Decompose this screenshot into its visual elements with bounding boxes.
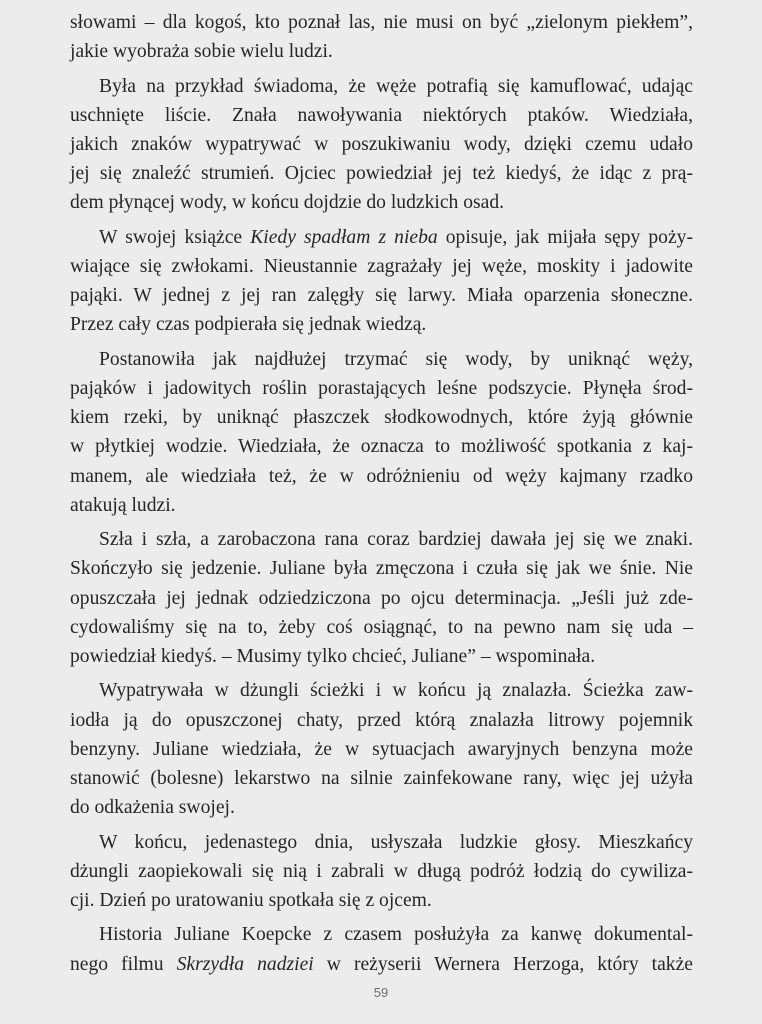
text-line: pająków i jadowitych roślin porastających leśne podszycie. Płynęła środ- <box>70 378 693 399</box>
text-line: uschnięte liście. Znała nawoływania niektórych ptaków. Wiedziała, <box>70 104 693 126</box>
text-line: wiające się zwłokami. Nieustannie zagrażały jej węże, moskity i jadowite <box>70 256 693 277</box>
text-line <box>70 223 693 252</box>
page-number: 59 <box>373 985 389 1000</box>
paragraph <box>70 223 693 340</box>
text-line: powiedział kiedyś. – Musimy tylko chcieć, Juliane” – wspominała. <box>70 646 596 668</box>
text-run: nego filmu <box>70 953 177 975</box>
paragraph <box>70 8 693 66</box>
text-line: Historia Juliane Koepcke z czasem posłużyła za kanwę dokumental- <box>99 924 693 946</box>
text-line <box>70 950 693 979</box>
text-line: W końcu, jedenastego dnia, usłyszała ludzkie głosy. Mieszkańcy <box>99 831 693 853</box>
paragraph <box>70 525 693 671</box>
text-run: W swojej książce <box>99 226 251 248</box>
text-line: manem, ale wiedziała też, że w odróżnieniu od węży kajmany rzadko <box>70 465 693 487</box>
text-line: cydowaliśmy się na to, żeby coś osiągnąć, to na pewno nam się uda – <box>70 616 693 638</box>
text-line: kiem rzeki, by uniknąć płaszczek słodkowodnych, które żyją głównie <box>70 407 693 429</box>
paragraph <box>70 72 693 218</box>
text-line: do odkażenia swojej. <box>70 797 235 819</box>
text-run: w reżyserii Wernera Herzoga, który także <box>313 953 693 975</box>
book-title: Kiedy spadłam z nieba <box>250 226 438 248</box>
paragraph <box>70 828 693 916</box>
text-line: pająki. W jednej z jej ran zalęgły się larwy. Miała oparzenia słoneczne. <box>70 285 693 307</box>
text-line: atakują ludzi. <box>70 494 176 516</box>
page-body <box>70 8 693 984</box>
text-line: w płytkiej wodzie. Wiedziała, że oznacza to możliwość spotkania z kaj- <box>70 436 693 458</box>
text-line: słowami – dla kogoś, kto poznał las, nie musi on być „zielonym piekłem”, <box>70 12 693 33</box>
text-line: Przez cały czas podpierała się jednak wiedzą. <box>70 314 427 336</box>
text-line: Była na przykład świadoma, że węże potrafią się kamuflować, udając <box>99 75 693 97</box>
text-line: Wypatrywała w dżungli ścieżki i w końcu ją znalazła. Ścieżka zaw- <box>99 680 693 702</box>
text-line: Szła i szła, a zarobaczona rana coraz bardziej dawała jej się we znaki. <box>99 529 693 551</box>
text-line: jakich znaków wypatrywać w poszukiwaniu wody, dzięki czemu udało <box>70 134 693 155</box>
text-line: Skończyło się jedzenie. Juliane była zmęczona i czuła się jak we śnie. Nie <box>70 558 693 580</box>
paragraph <box>70 920 693 978</box>
paragraph <box>70 345 693 520</box>
film-title: Skrzydła nadziei <box>176 953 314 975</box>
text-line: jej się znaleźć strumień. Ojciec powiedział jej też kiedyś, że idąc z prą- <box>70 163 693 185</box>
text-line: Postanowiła jak najdłużej trzymać się wody, by uniknąć węży, <box>99 348 693 370</box>
paragraph <box>70 676 693 822</box>
text-line: dem płynącej wody, w końcu dojdzie do ludzkich osad. <box>70 192 505 214</box>
text-line: jakie wyobraża sobie wielu ludzi. <box>70 41 333 63</box>
text-line: stanowić (bolesne) lekarstwo na silnie zainfekowane rany, więc jej użyła <box>70 768 693 790</box>
text-line: dżungli zaopiekowali się nią i zabrali w długą podróż łodzią do cywiliza- <box>70 860 693 882</box>
text-line: cji. Dzień po uratowaniu spotkała się z ojcem. <box>70 890 432 912</box>
text-line: opuszczała jej jednak odziedziczona po ojcu determinacja. „Jeśli już zde- <box>70 587 693 609</box>
text-run: opisuje, jak mijała sępy poży- <box>437 226 693 248</box>
text-line: iodła ją do opuszczonej chaty, przed którą znalazła litrowy pojemnik <box>70 709 693 731</box>
text-line: benzyny. Juliane wiedziała, że w sytuacjach awaryjnych benzyna może <box>70 738 693 760</box>
